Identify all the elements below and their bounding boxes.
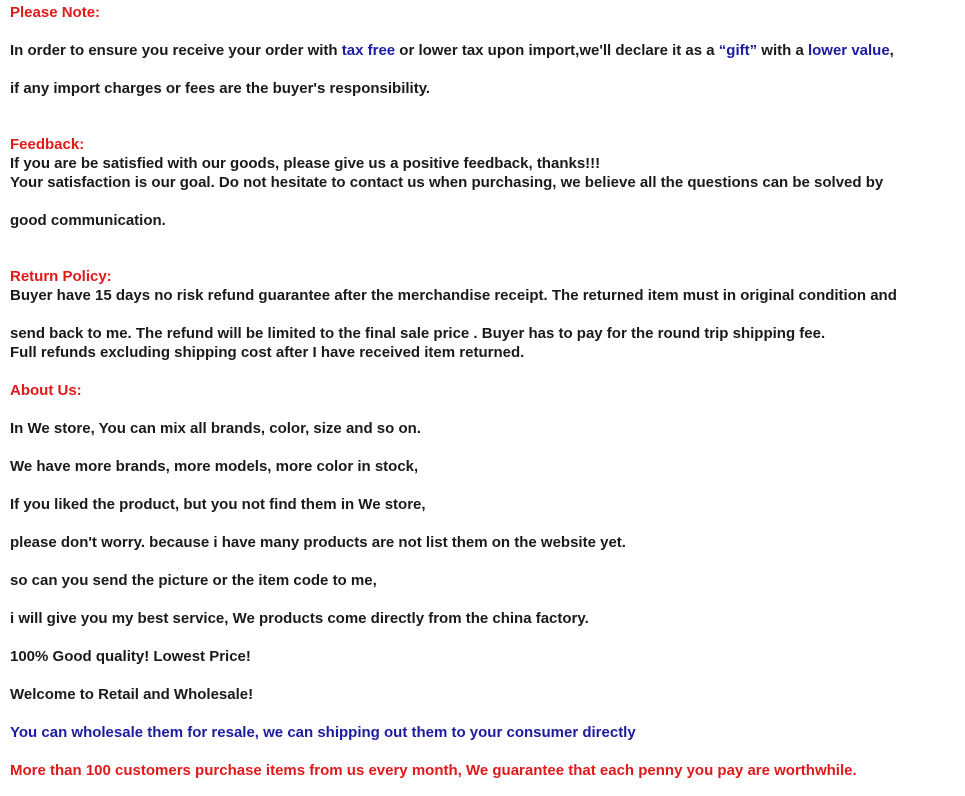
return-policy-line-2: send back to me. The refund will be limited to the final sale price . Buyer has to pay for the round trip shipping fee. <box>10 325 826 342</box>
feedback-line-2: Your satisfaction is our goal. Do not hesitate to contact us when purchasing, we believe all the questions can be solved by <box>10 174 884 191</box>
about-us-heading: About Us: <box>10 382 82 399</box>
please-note-line-1 <box>10 42 894 60</box>
lower-value-highlight: lower value <box>807 42 890 59</box>
return-policy-line-1: Buyer have 15 days no risk refund guarantee after the merchandise receipt. The returned item must in original condition and <box>10 287 897 304</box>
guarantee-line: More than 100 customers purchase items from us every month, We guarantee that each penny you pay are worthwhile. <box>10 762 857 779</box>
please-note-line-2: if any import charges or fees are the buyer's responsibility. <box>10 80 431 97</box>
gift-highlight: “gift” <box>718 42 758 59</box>
text-segment: , <box>889 42 894 59</box>
about-us-line: If you liked the product, but you not find them in We store, <box>10 496 426 513</box>
return-policy-line-3: Full refunds excluding shipping cost after I have received item returned. <box>10 344 525 361</box>
wholesale-line: You can wholesale them for resale, we can shipping out them to your consumer directly <box>10 724 636 741</box>
text-segment: or lower tax upon import,we'll declare it as a <box>395 42 719 59</box>
text-segment: with a <box>757 42 808 59</box>
please-note-heading: Please Note: <box>10 4 101 21</box>
about-us-line: please don't worry. because i have many products are not list them on the website yet. <box>10 534 626 551</box>
feedback-line-1: If you are be satisfied with our goods, please give us a positive feedback, thanks!!! <box>10 155 601 172</box>
tax-free-highlight: tax free <box>341 42 396 59</box>
feedback-line-3: good communication. <box>10 212 166 229</box>
about-us-line: We have more brands, more models, more color in stock, <box>10 458 419 475</box>
about-us-line: Welcome to Retail and Wholesale! <box>10 686 254 703</box>
about-us-line: so can you send the picture or the item code to me, <box>10 572 377 589</box>
feedback-heading: Feedback: <box>10 136 85 153</box>
text-segment: In order to ensure you receive your order with <box>10 42 342 59</box>
about-us-line: i will give you my best service, We products come directly from the china factory. <box>10 610 589 627</box>
about-us-line: 100% Good quality! Lowest Price! <box>10 648 251 665</box>
about-us-line: In We store, You can mix all brands, color, size and so on. <box>10 420 421 437</box>
return-policy-heading: Return Policy: <box>10 268 112 285</box>
